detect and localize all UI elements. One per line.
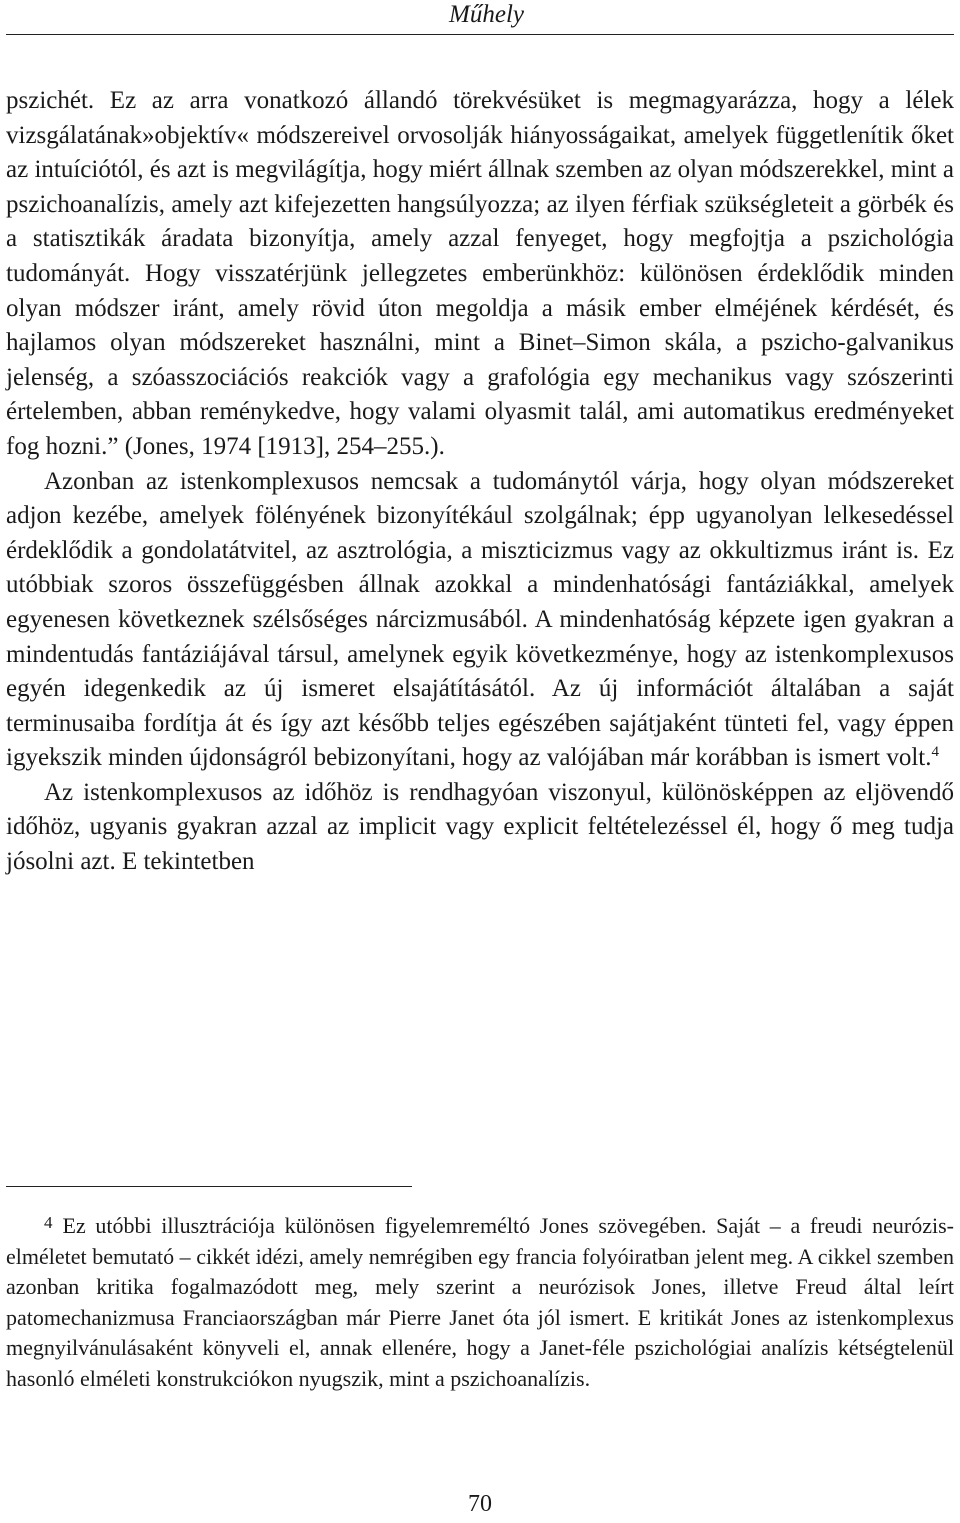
running-head [6,0,954,35]
paragraph-3: Az istenkomplexusos az időhöz is rendhagyóan viszonyul, különösképpen az eljövendő időhöz, ugyanis gyakran azzal az implicit vagy explicit feltételezéssel él, hogy ő meg tudja jósolni azt. E tekintetben [6,778,954,876]
footnote-separator [6,1186,412,1187]
paragraph-2 [6,465,954,776]
paragraph-2-text: Azonban az istenkomplexusos nemcsak a tudománytól várja, hogy olyan módszereket adjon kezébe, amelyek fölényének bizonyítékául szolgálnak; épp ugyanolyan lelkesedéssel érdeklődik a gondolatátvitel, az asztrológia, a miszticizmus vagy az okkultizmus iránt is. Ez utóbbiak szoros összefüggésben állnak azokkal a mindenhatósági fantáziákkal, amelyek egyenesen következnek szélsőséges nárcizmusából. A mindenhatóság képzete igen gyakran a mindentudás fantáziájával társul, amelynek egyik következménye, hogy az istenkomplexusos egyén idegenkedik az új ismeret elsajátításától. Az új információt általában a saját terminusaiba fordítja át és így azt később teljes egészében sajátjaként tünteti fel, vagy éppen igyekszik minden újdonságról bebizonyítani, hogy az valójában már korábban is ismert volt. [6,467,954,772]
footnote-number: 4 [44,1213,53,1232]
page-number: 70 [468,1491,492,1517]
footnote [6,1211,954,1394]
paragraph-1: pszichét. Ez az arra vonatkozó állandó törekvésüket is megmagyarázza, hogy a lélek vizsgálatának»objektív« módszereivel orvosolják hiányosságaikat, amelyek függetlenítik őket az intuíciótól, és azt is megvilágítja, hogy miért állnak szemben az olyan módszerekkel, mint a pszichoanalízis, amely azt kifejezetten hangsúlyozza; az ilyen férfiak szükségleteit a görbék és a statisztikák áradata bizonyítja, amely azzal fenyeget, hogy megfojtja a pszichológia tudományát. Hogy visszatérjünk jellegzetes emberünkhöz: különösen érdeklődik minden olyan módszer iránt, amely rövid úton megoldja a másik ember elméjének kérdését, és hajlamos olyan módszereket használni, mint a Binet–Simon skála, a pszicho-galvanikus jelenség, a szóasszociációs reakciók vagy a grafológia egy mechanikus vagy szószerinti értelemben, abban reménykedve, hogy valami olyasmit talál, ami automatikus eredményeket fog hozni.” (Jones, 1974 [1913], 254–255.). [6,87,954,460]
running-title: Műhely [449,1,524,28]
footnote-reference[interactable]: 4 [931,744,939,761]
footnote-text: Ez utóbbi illusztrációja különösen figyelemreméltó Jones szövegében. Saját – a freudi neuróziselméletet bemutató – cikkét idézi, amely nemrégiben egy francia folyóiratban jelent meg. A cikkel szemben azonban kritika fogalmazódott meg, mely szerint a neurózisok Jones, illetve Freud által leírt patomechanizmusa Franciaországban már Pierre Janet óta jól ismert. E kritikát Jones az istenkomplexus megnyilvánulásaként könyveli el, annak ellenére, hogy a Janet-féle pszichológiai analízis kétségtelenül hasonló elméleti konstrukciókon nyugszik, mint a pszichoanalízis. [6,1213,954,1391]
body-text [6,84,954,880]
